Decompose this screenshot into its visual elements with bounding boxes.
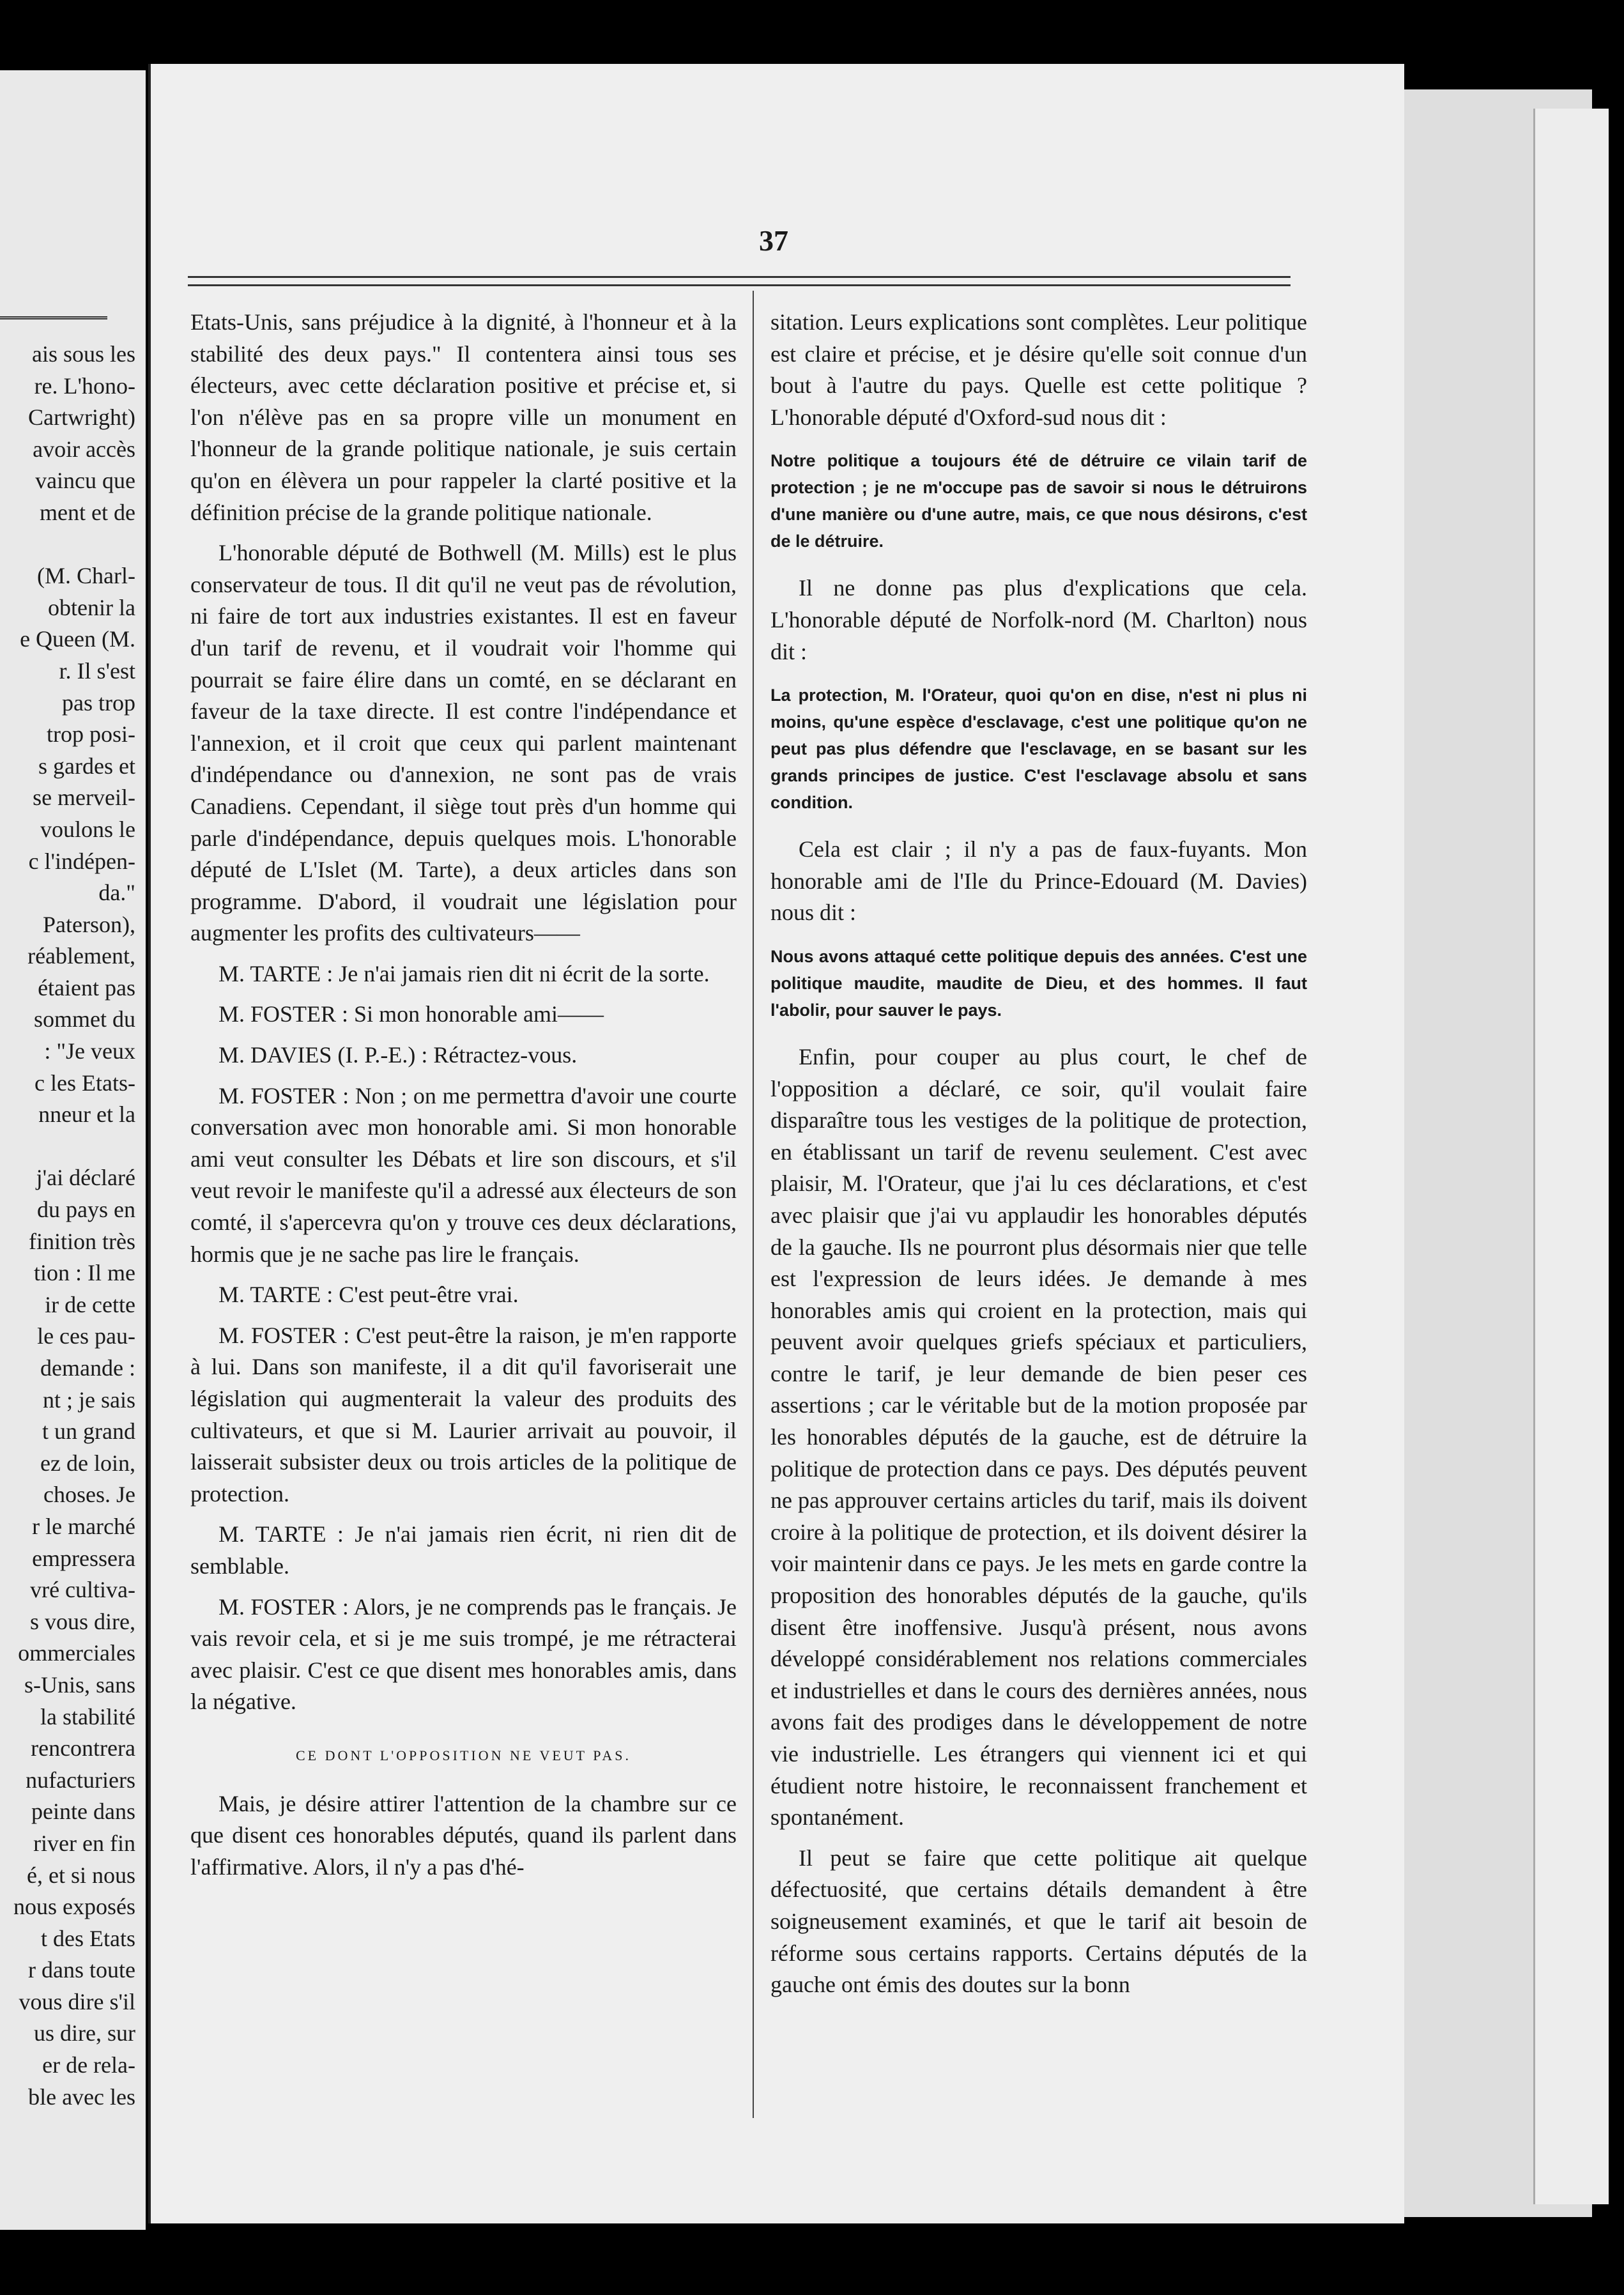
adjacent-page-line: le ces pau-: [37, 1323, 135, 1349]
paragraph: Mais, je désire attirer l'attention de la chambre sur ce que disent ces honorables députés, quand ils parlent dans l'affirmative. Alors, il n'y a pas d'hé-: [190, 1790, 737, 1880]
adjacent-page-line: e Queen (M.: [20, 626, 135, 652]
adjacent-page-line: [0, 1131, 135, 1163]
adjacent-page-line: ble avec les: [28, 2084, 135, 2110]
adjacent-page-fragment: [0, 70, 146, 2230]
adjacent-page-line: étaient pas: [38, 974, 135, 1001]
adjacent-page-text: [0, 339, 135, 2113]
paragraph: sitation. Leurs explications sont complètes. Leur politique est claire et précise, et je désire qu'elle soit connue d'un bout à l'autre du pays. Quelle est cette politique ? L'honorable député d'Oxford-sud nous dit :: [770, 309, 1307, 430]
adjacent-page-line: ommerciales: [18, 1640, 135, 1666]
adjacent-page-line: nufacturiers: [26, 1767, 135, 1793]
adjacent-page-line: demande :: [40, 1355, 135, 1381]
adjacent-page-line: re. L'hono-: [34, 372, 135, 399]
adjacent-page-line: vré cultiva-: [30, 1577, 135, 1603]
adjacent-page-line: r. Il s'est: [59, 657, 135, 684]
adjacent-page-line: r dans toute: [28, 1957, 135, 1983]
adjacent-page-rule: [0, 316, 107, 319]
adjacent-page-line: nt ; je sais: [43, 1386, 135, 1413]
adjacent-page-line: pas trop: [62, 689, 135, 716]
adjacent-page-line: j'ai déclaré: [36, 1165, 135, 1191]
back-sheet-edge: [1533, 109, 1609, 2204]
column-divider: [753, 291, 754, 2118]
adjacent-page-line: rencontrera: [31, 1735, 135, 1762]
paragraph: M. TARTE : Je n'ai jamais rien dit ni écrit de la sorte.: [218, 960, 710, 986]
adjacent-page-line: ment et de: [40, 499, 135, 525]
adjacent-page-line: avoir accès: [33, 436, 135, 462]
adjacent-page-line: vous dire s'il: [19, 1988, 135, 2015]
adjacent-page-line: réablement,: [27, 943, 135, 969]
adjacent-page-line: us dire, sur: [34, 2020, 135, 2046]
paragraph: L'honorable député de Bothwell (M. Mills) est le plus conservateur de tous. Il dit qu'il ne veut pas de révolution, ni faire de tort aux industries existantes. Il est en faveur d'un tarif de revenu, et il voudrait voir l'homme qui pourrait se faire élire dans un comté, en se déclarant en faveur de la taxe directe. Il est contre l'indépendance et l'annexion, et il croit que ceux qui parlent maintenant d'indépendance ou d'annexion, ne sont pas de vrais Canadiens. Cependant, il siège tout près d'un homme qui parle d'indépendance, depuis quelques mois. L'honorable député de L'Islet (M. Tarte), a deux articles dans son programme. D'abord, il voudrait une législation pour augmenter les profits des cultivateurs——: [190, 540, 737, 946]
page-number: 37: [759, 224, 788, 257]
adjacent-page-line: nous exposés: [13, 1894, 135, 1920]
adjacent-page-line: ais sous les: [32, 341, 135, 367]
adjacent-page-line: se merveil-: [33, 785, 135, 811]
adjacent-page-line: [0, 529, 135, 561]
paragraph: M. FOSTER : Alors, je ne comprends pas le français. Je vais revoir cela, et si je me suis trompé, je me rétracterai avec plaisir. C'est ce que disent mes honorables amis, dans la négative.: [190, 1593, 737, 1715]
adjacent-page-line: nneur et la: [38, 1101, 135, 1128]
block-quote: La protection, M. l'Orateur, quoi qu'on en dise, n'est ni plus ni moins, qu'une espèce d'esclavage, c'est une politique qu'on ne peut pas plus défendre que l'esclavage, en se basant sur les grands principes de justice. C'est l'esclavage absolu et sans condition.: [770, 686, 1307, 813]
paragraph: M. FOSTER : Non ; on me permettra d'avoir une courte conversation avec mon honorable ami. Si mon honorable ami veut consulter les Débats et lire son discours, et s'il veut revoir le manifeste qu'il a adressé aux électeurs de son comté, il s'apercevra qu'on y trouve ces deux déclarations, hormis que je ne sache pas lire le français.: [190, 1082, 737, 1267]
adjacent-page-line: obtenir la: [48, 594, 135, 620]
adjacent-page-line: t des Etats: [41, 1925, 135, 1951]
adjacent-page-line: ez de loin,: [40, 1450, 135, 1476]
adjacent-page-line: s-Unis, sans: [24, 1671, 135, 1698]
adjacent-page-line: r le marché: [32, 1513, 135, 1539]
adjacent-page-line: er de rela-: [42, 2052, 135, 2078]
paragraph: Il ne donne pas plus d'explications que cela. L'honorable député de Norfolk-nord (M. Charlton) nous dit :: [770, 575, 1307, 664]
block-quote: Nous avons attaqué cette politique depuis des années. C'est une politique maudite, maudite de Dieu, et des hommes. Il faut l'abolir, pour sauver le pays.: [770, 946, 1307, 1020]
adjacent-page-line: du pays en: [37, 1197, 135, 1223]
adjacent-page-line: ir de cette: [45, 1291, 135, 1317]
paragraph: M. DAVIES (I. P.-E.) : Rétractez-vous.: [218, 1042, 578, 1068]
adjacent-page-line: river en fin: [33, 1830, 135, 1856]
document-page: [148, 64, 1404, 2223]
paragraph: M. FOSTER : Si mon honorable ami——: [218, 1001, 604, 1027]
adjacent-page-line: tion : Il me: [34, 1260, 135, 1286]
adjacent-page-line: Paterson),: [43, 911, 135, 937]
adjacent-page-line: vaincu que: [35, 468, 135, 494]
section-heading: CE DONT L'OPPOSITION NE VEUT PAS.: [295, 1747, 632, 1763]
adjacent-page-line: finition très: [29, 1228, 135, 1254]
adjacent-page-line: peinte dans: [31, 1799, 135, 1825]
adjacent-page-line: voulons le: [40, 816, 135, 842]
adjacent-page-line: s gardes et: [38, 753, 135, 779]
adjacent-page-line: Cartwright): [28, 404, 135, 431]
header-double-rule: [188, 276, 1291, 286]
adjacent-page-line: c les Etats-: [34, 1070, 135, 1096]
paragraph: M. FOSTER : C'est peut-être la raison, je m'en rapporte à lui. Dans son manifeste, il a dit qu'il favoriserait une législation qui augmenterait la valeur des produits des cultivateurs, et que si M. Laurier arrivait au pouvoir, il laisserait subsister deux ou trois articles de la politique de protection.: [190, 1322, 737, 1507]
adjacent-page-line: da.": [98, 880, 135, 906]
adjacent-page-line: choses. Je: [43, 1482, 135, 1508]
right-column: [770, 307, 1307, 2010]
paragraph: Cela est clair ; il n'y a pas de faux-fuyants. Mon honorable ami de l'Ile du Prince-Edouard (M. Davies) nous dit :: [770, 836, 1307, 926]
paragraph: Enfin, pour couper au plus court, le chef de l'opposition a déclaré, ce soir, qu'il voulait faire disparaître tous les vestiges de la politique de protection, en établissant un tarif de revenu seulement. C'est avec plaisir, M. l'Orateur, que j'ai lu ces déclarations, et c'est avec plaisir que j'ai vu applaudir les honorables députés de la gauche. Ils ne pourront plus désormais nier que telle est l'expression de leurs idées. Je demande à mes honorables amis qui croient en la protection, mais qui peuvent avoir quelques griefs spéciaux et particuliers, contre le tarif, je leur demande de bien peser ces assertions ; car le véritable but de la motion proposée par les honorables députés de la gauche, est de détruire la politique de protection dans ce pays. Des députés peuvent ne pas approuver certains articles du tarif, mais ils doivent croire à la politique de protection, et ils doivent désirer la voir maintenir dans ce pays. Je les mets en garde contre la proposition des honorables députés de la gauche, qu'ils disent être inoffensive. Jusqu'à présent, nous avons développé considérablement nos relations commerciales et industrielles et dans le cours des dernières années, nous avons fait des prodiges dans le développement de notre vie industrielle. Les étrangers qui viennent ici et qui étudient notre histoire, le reconnaissent franchement et spontanément.: [770, 1043, 1307, 1831]
adjacent-page-line: sommet du: [34, 1006, 135, 1032]
adjacent-page-line: (M. Charl-: [37, 563, 135, 589]
adjacent-page-line: la stabilité: [40, 1703, 135, 1730]
adjacent-page-line: empressera: [32, 1545, 135, 1571]
paragraph: M. TARTE : Je n'ai jamais rien écrit, ni rien dit de semblable.: [190, 1521, 737, 1579]
paragraph: M. TARTE : C'est peut-être vrai.: [218, 1282, 519, 1308]
adjacent-page-line: c l'indépen-: [28, 848, 135, 874]
block-quote: Notre politique a toujours été de détruire ce vilain tarif de protection ; je ne m'occupe pas de savoir si nous le détruirons d'une manière ou d'une autre, mais, ce que nous désirons, c'est de le détruire.: [770, 451, 1307, 551]
adjacent-page-line: trop posi-: [47, 721, 135, 748]
left-column: [190, 307, 737, 1892]
adjacent-page-line: s vous dire,: [30, 1608, 135, 1634]
adjacent-page-line: t un grand: [42, 1418, 135, 1445]
paragraph: Il peut se faire que cette politique ait quelque défectuosité, que certains détails demandent à être soigneusement examinés, et que le tarif ait besoin de réforme sous certains rapports. Certains députés de la gauche ont émis des doutes sur la bonn: [770, 1845, 1307, 1998]
adjacent-page-line: : "Je veux: [44, 1038, 135, 1064]
paragraph: Etats-Unis, sans préjudice à la dignité, à l'honneur et à la stabilité des deux pays." Il contentera ainsi tous ses électeurs, avec cette déclaration positive et précise et, si l'on n'élève pas en sa propre ville un monument en l'honneur de la grande politique nationale, je suis certain qu'on en élèvera un pour rappeler la clarté positive et la définition précise de la grande politique nationale.: [190, 309, 737, 525]
adjacent-page-line: é, et si nous: [27, 1862, 135, 1888]
